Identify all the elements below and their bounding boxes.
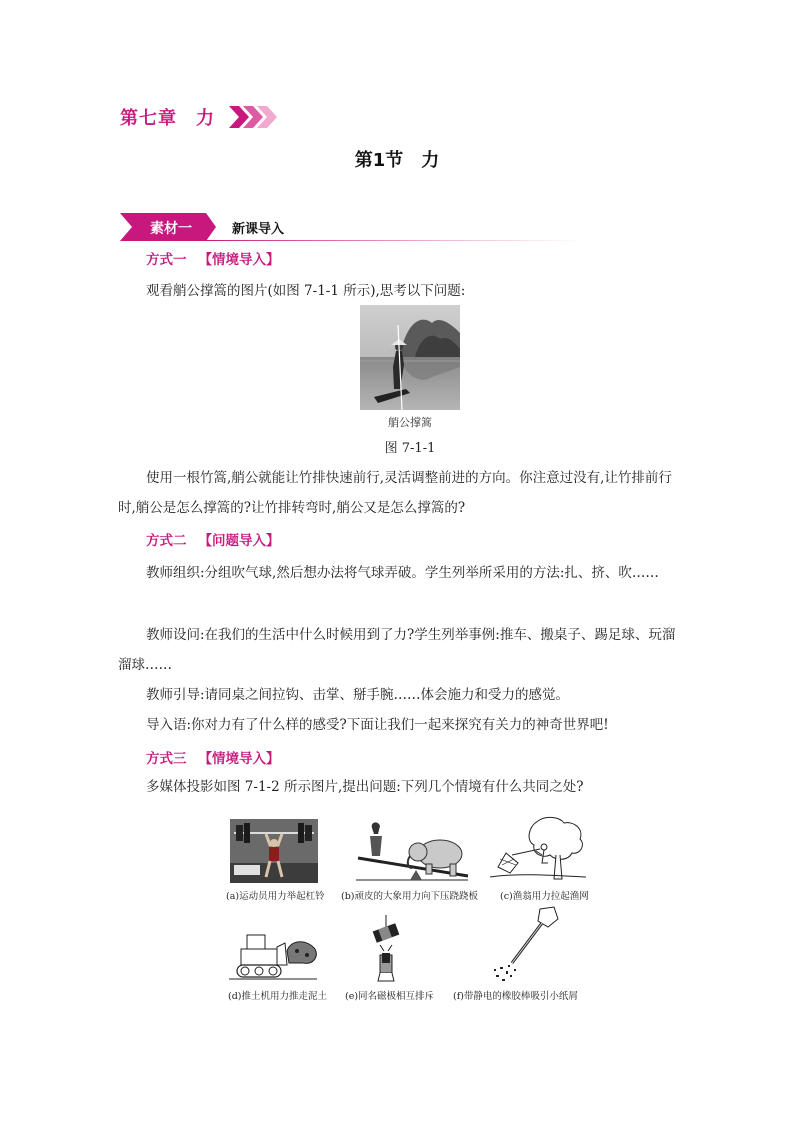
method-3-heading [146,747,280,767]
weightlifter-image [230,819,318,883]
magnets-image [366,915,406,983]
method-3-name: 方式三 [146,751,187,767]
material-badge: 素材一 [150,221,192,237]
method-2-heading [146,529,280,549]
paragraph-1: 观看艄公撑篙的图片(如图 7-1-1 所示),思考以下问题: [146,283,466,299]
chapter-heading [120,103,279,131]
chevron-arrows-icon [227,104,279,130]
caption-c: (c)渔翁用力拉起渔网 [500,891,589,902]
divider [204,240,584,241]
magnets-graphic [366,915,406,983]
elephant-seesaw-graphic [352,818,472,884]
method-1-heading [146,248,280,268]
paragraph-2: 使用一根竹篙,艄公就能让竹排快速前行,灵活调整前进的方向。你注意过没有,让竹排前行时,艄公是怎么撑篙的?让竹排转弯时,艄公又是怎么撑篙的? [118,470,672,516]
chapter-title: 第七章 力 [120,108,215,129]
caption-f: (f)带静电的橡胶棒吸引小纸屑 [453,991,578,1002]
method-2-name: 方式二 [146,533,187,549]
material-label: 新课导入 [232,222,285,237]
paragraph-3: 教师组织:分组吹气球,然后想办法将气球弄破。学生列举所采用的方法:扎、挤、吹…… [146,565,659,581]
paragraph-4: 教师设问:在我们的生活中什么时候用到了力?学生列举事例:推车、搬桌子、踢足球、玩溜溜球…… [118,627,676,673]
material-header [120,213,470,241]
boatman-photo-graphic [360,305,460,410]
fisherman-net-graphic [488,815,588,885]
caption-e: (e)同名磁极相互排斥 [345,991,435,1002]
charged-rod-image [492,905,562,985]
charged-rod-graphic [492,905,562,985]
photo-caption: 艄公撑篙 [388,416,432,429]
bulldozer-graphic [227,921,319,983]
weightlifter-graphic [230,819,318,883]
method-1-tag: 【情境导入】 [198,252,280,268]
bulldozer-image [227,921,319,983]
paragraph-7: 多媒体投影如图 7-1-2 所示图片,提出问题:下列几个情境有什么共同之处? [146,779,584,795]
elephant-seesaw-image [352,818,472,884]
paragraph-5: 教师引导:请同桌之间拉钩、击掌、掰手腕……体会施力和受力的感觉。 [146,687,570,703]
section-title: 第1节 力 [354,150,440,171]
method-2-tag: 【问题导入】 [198,533,280,549]
method-3-tag: 【情境导入】 [198,751,280,767]
method-1-name: 方式一 [146,252,187,268]
caption-a: (a)运动员用力举起杠铃 [226,891,325,902]
fisherman-net-image [488,815,588,885]
boatman-photo [360,305,460,410]
caption-d: (d)推土机用力推走泥土 [228,991,327,1002]
caption-b: (b)顽皮的大象用力向下压跷跷板 [341,891,478,902]
figure-label-1: 图 7-1-1 [384,441,436,456]
paragraph-6: 导入语:你对力有了什么样的感受?下面让我们一起来探究有关力的神奇世界吧! [146,717,609,733]
